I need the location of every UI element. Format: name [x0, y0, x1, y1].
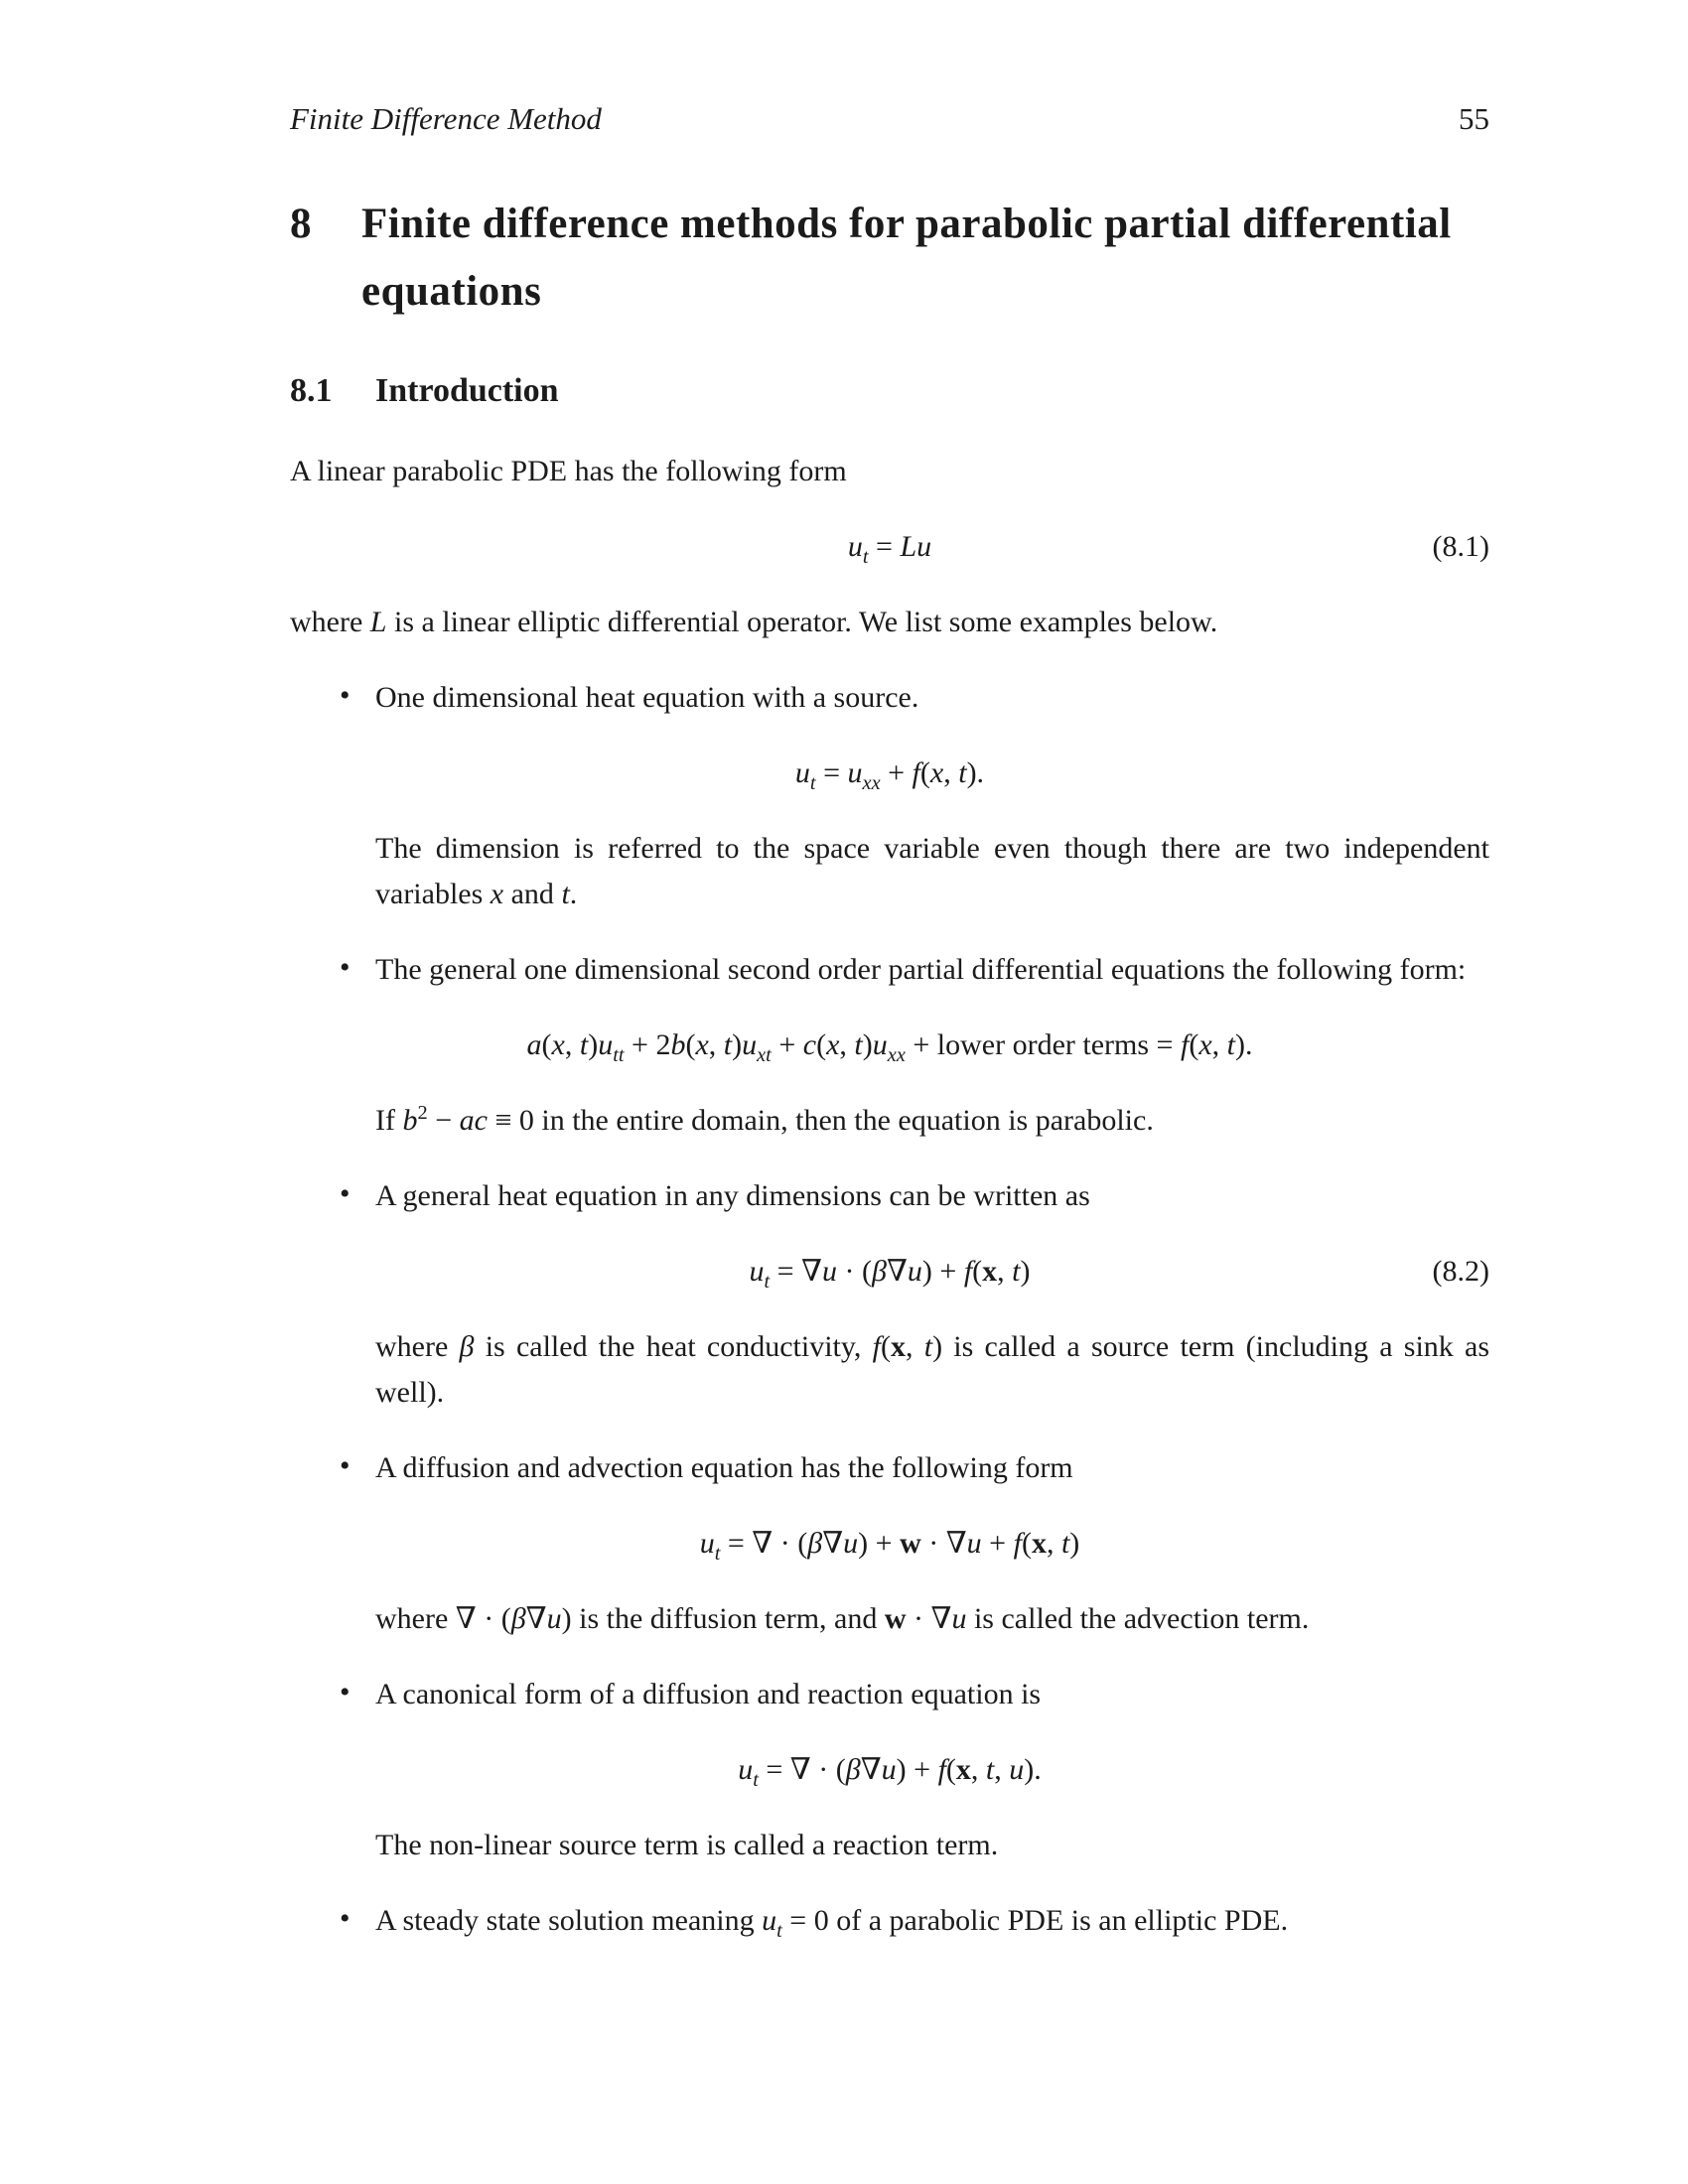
bullet-note-text: where β is called the heat conductivity, f(x, t) is called a source term (including a sink as well). [375, 1330, 1490, 1409]
after-equation-paragraph: where L is a linear elliptic differential operator. We list some examples below. [290, 606, 1218, 638]
list-item [340, 947, 1489, 1144]
bullet-note-text: The non-linear source term is called a reaction term. [375, 1829, 999, 1861]
bullet-icon: • [340, 1449, 351, 1482]
page-header [290, 99, 1489, 139]
running-title: Finite Difference Method [290, 101, 602, 136]
subsection-heading [290, 369, 1489, 413]
bullet-icon: • [340, 679, 351, 712]
equation-body: $u_t$ = ∇ · (β∇u) + w · ∇u + f(x, t) [699, 1527, 1080, 1565]
bullet-icon: • [340, 1902, 351, 1935]
bullet-lead-text: A diffusion and advection equation has the following form [375, 1451, 1073, 1484]
page-number: 55 [1459, 101, 1489, 136]
bullet-lead-text: A canonical form of a diffusion and reaction equation is [375, 1678, 1042, 1710]
section-heading [290, 191, 1489, 326]
equation-body: $u_t$ = ∇ · (β∇u) + f(x, t, u). [738, 1753, 1042, 1791]
bullet-icon: • [340, 1676, 351, 1708]
bullet-lead-text: The general one dimensional second order partial differential equations the following form: [375, 953, 1467, 986]
display-equation [290, 1521, 1489, 1567]
display-equation [290, 1747, 1489, 1793]
equation-body: a(x, $t)u_{tt} + 2b(x$, $t)u_{xt} + c(x$, $t)u_{xx}$ + lower order terms = f(x, t). [526, 1028, 1253, 1066]
section-title-line-2: equations [361, 268, 542, 315]
subsection-number: 8.1 [290, 372, 333, 409]
subsection-title: Introduction [375, 372, 559, 409]
list-item [340, 675, 1489, 917]
list-item [340, 1898, 1489, 1944]
bullet-lead-text: A general heat equation in any dimensions can be written as [375, 1179, 1090, 1212]
display-equation [290, 1023, 1489, 1068]
list-item [340, 1445, 1489, 1642]
list-item [340, 1672, 1489, 1868]
section-title [361, 191, 1489, 326]
list-item [340, 1173, 1490, 1416]
bullet-lead-text: One dimensional heat equation with a source. [375, 681, 919, 714]
section-title-line-1: Finite difference methods for parabolic partial differential [361, 201, 1452, 247]
equation-body: $u_t = u_{xx} + f(x$, t). [794, 756, 985, 794]
equation-number: (8.1) [1432, 530, 1489, 563]
examples-list [290, 675, 1489, 1944]
intro-paragraph: A linear parabolic PDE has the following form [290, 455, 847, 487]
bullet-note-text: If $b^2$ − ac ≡ 0 in the entire domain, then the equation is parabolic. [375, 1102, 1154, 1137]
equation-body: $u_t = Lu$ [847, 530, 932, 568]
bullet-note-text: The dimension is referred to the space variable even though there are two independent variables x and t. [375, 832, 1489, 910]
bullet-icon: • [340, 951, 351, 984]
equation-body: $u_t = \nabla u \cdot (\beta\nabla u) + f(x$, t) [749, 1255, 1031, 1293]
equation-number: (8.2) [1432, 1255, 1489, 1288]
section-number: 8 [290, 201, 312, 247]
bullet-icon: • [340, 1177, 351, 1210]
display-equation-8-2 [290, 1249, 1489, 1295]
bullet-lead-text: A steady state solution meaning $u_t = 0$ of a parabolic PDE is an elliptic PDE. [375, 1904, 1289, 1942]
display-equation [290, 751, 1489, 796]
display-equation-8-1 [290, 524, 1489, 570]
bullet-note-text: where ∇ · (β∇u) is the diffusion term, and w · ∇u is called the advection term. [375, 1602, 1310, 1635]
